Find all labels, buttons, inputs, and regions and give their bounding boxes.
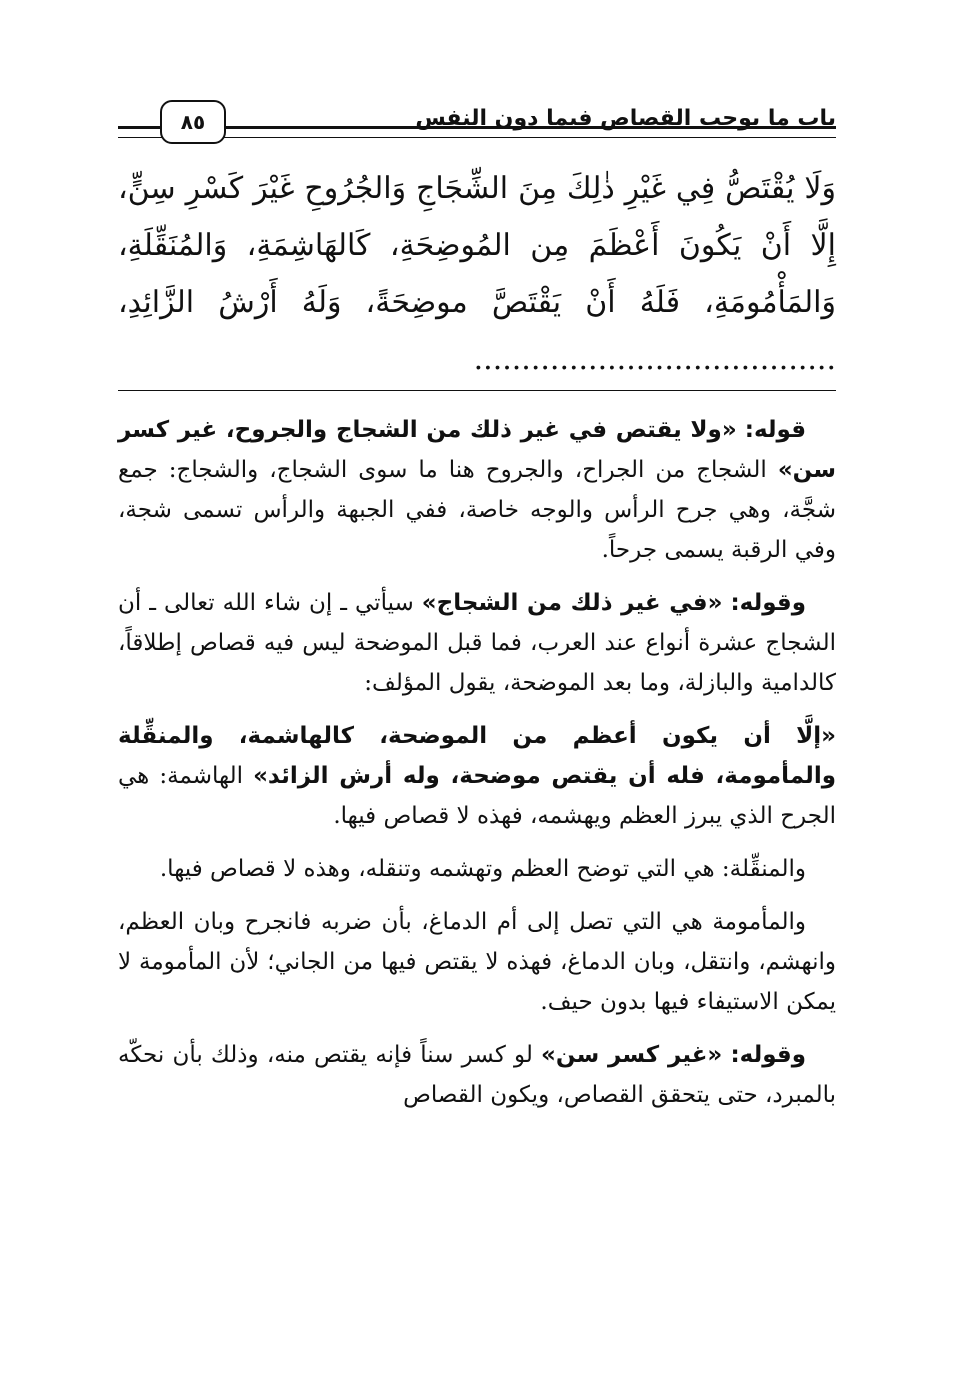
- commentary-lead: وقوله:: [730, 590, 806, 616]
- commentary-text: الشجاج من الجراح، والجروح هنا ما سوى الشجاج، والشجاج: جمع شجَّة، وهي جرح الرأس والوجه خاصة، ففي الجبهة والرأس تسمى شجة، وفي الرقبة يسمى جرحاً.: [118, 457, 836, 563]
- commentary-quote: «إلَّا أن يكون أعظم من الموضحة، كالهاشمة، والمنقِّلة والمأمومة، فله أن يقتص موضحة، وله أرش الزائد»: [118, 723, 836, 789]
- matn-body: وَلَا يُقْتَصُّ فِي غَيْرِ ذٰلِكَ مِنَ الشِّجَاجِ وَالجُرُوحِ غَيْرَ كَسْرِ سِنٍّ، إِلَّا أَنْ يَكُونَ أَعْظَمَ مِن المُوضِحَةِ، كَالهَاشِمَةِ، وَالمُنَقِّلَةِ، وَالمَأْمُومَةِ، فَلَهُ أَنْ يَقْتَصَّ موضِحَةً، وَلَهُ أَرْشُ الزَّائِدِ،: [118, 171, 836, 320]
- commentary-paragraph: [118, 849, 836, 889]
- commentary-quote: «ولا يقتص في غير ذلك من الشجاج والجروح، غير كسر سن»: [118, 417, 836, 483]
- page-header: [118, 100, 836, 152]
- matn-dots: ......................................: [473, 342, 836, 377]
- commentary-text: والمنقِّلة: هي التي توضح العظم وتهشمه وتنقله، وهذه لا قصاص فيها.: [159, 856, 806, 882]
- commentary-text: لو كسر سناً فإنه يقتص منه، وذلك بأن نحكّه بالمبرد، حتى يتحقق القصاص، ويكون القصاص: [118, 1042, 836, 1108]
- commentary: [118, 410, 836, 1128]
- commentary-text: والمأمومة هي التي تصل إلى أم الدماغ، بأن ضربه فانجرح وبان العظم، وانهشم، وانتقل، وبان الدماغ، فهذه لا يقتص فيها من الجاني؛ لأن المأمومة لا يمكن الاستيفاء فيها بدون حيف.: [118, 909, 836, 1015]
- text-divider: [118, 390, 836, 391]
- commentary-lead: وقوله:: [730, 1042, 807, 1068]
- commentary-quote: «في غير ذلك من الشجاج»: [421, 590, 723, 616]
- matn-text: [118, 160, 836, 388]
- commentary-text: الهاشمة: هي الجرح الذي يبرز العظم ويهشمه، فهذه لا قصاص فيها.: [118, 763, 836, 829]
- chapter-title: باب ما يوجب القصاص فيما دون النفس: [415, 106, 836, 131]
- page-number: ٨٥: [160, 100, 226, 144]
- commentary-quote: «غير كسر سن»: [541, 1042, 723, 1068]
- commentary-paragraph: [118, 410, 836, 570]
- commentary-paragraph: [118, 1035, 836, 1115]
- commentary-text: سيأتي ـ إن شاء الله تعالى ـ أن الشجاج عشرة أنواع عند العرب، فما قبل الموضحة ليس فيه قصاص إطلاقاً، كالدامية والبازلة، وما بعد الموضحة، يقول المؤلف:: [118, 590, 836, 696]
- commentary-paragraph: [118, 902, 836, 1022]
- commentary-lead: قوله:: [744, 417, 807, 443]
- commentary-paragraph: [118, 716, 836, 836]
- commentary-paragraph: [118, 583, 836, 703]
